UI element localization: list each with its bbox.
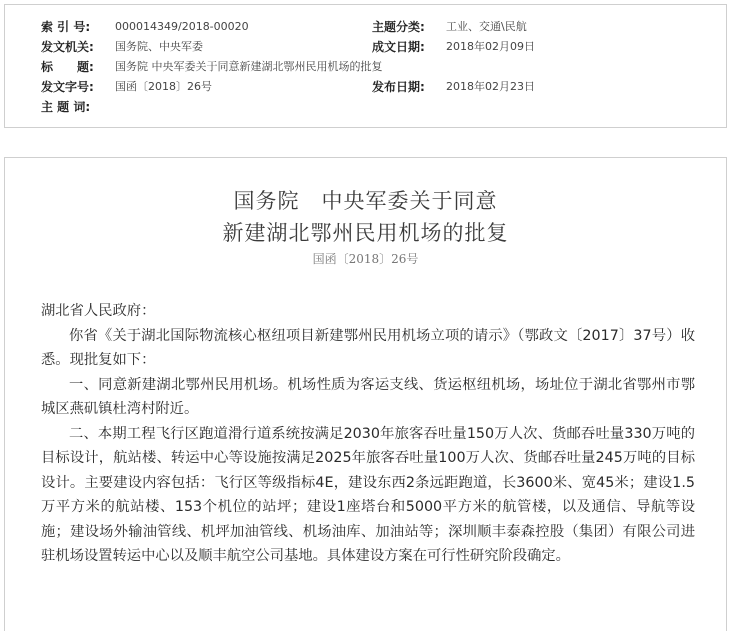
date-created-label: 成文日期: <box>372 40 425 54</box>
document-body <box>41 299 695 569</box>
paragraph-intro: 你省《关于湖北国际物流核心枢纽项目新建鄂州民用机场立项的请示》（鄂政文〔2017〕37号）收悉。现批复如下： <box>41 327 695 368</box>
index-value: 000014349/2018-00020 <box>115 20 249 33</box>
document-title-line2: 新建湖北鄂州民用机场的批复 <box>222 221 509 245</box>
doc-number-label: 发文字号: <box>41 80 94 94</box>
category-label: 主题分类: <box>372 20 425 34</box>
document-panel <box>4 157 727 631</box>
title-label: 标 题: <box>41 60 94 74</box>
metadata-panel <box>4 4 727 128</box>
date-created-value: 2018年02月09日 <box>446 40 535 53</box>
paragraph-2: 二、本期工程飞行区跑道滑行道系统按满足2030年旅客吞吐量150万人次、货邮吞吐量330万吨的目标设计，航站楼、转运中心等设施按满足2025年旅客吞吐量100万人次、货邮吞吐量245万吨的目标设计。主要建设内容包括：飞行区等级指标4E，建设东西2条远距跑道，长3600米、宽45米；建设1.5万平方米的航站楼、153个机位的站坪；建设1座塔台和5000平方米的航管楼，以及通信、导航等设施；建设场外输油管线、机坪加油管线、机场油库、加油站等；深圳顺丰泰森控股（集团）有限公司进驻机场设置转运中心以及顺丰航空公司基地。具体建设方案在可行性研究阶段确定。 <box>41 425 695 564</box>
meta-row-title <box>5 57 725 77</box>
issuer-value: 国务院、中央军委 <box>115 40 203 53</box>
title-value: 国务院 中央军委关于同意新建湖北鄂州民用机场的批复 <box>115 60 383 73</box>
keywords-label: 主 题 词: <box>41 100 91 114</box>
paragraph-1: 一、同意新建湖北鄂州民用机场。机场性质为客运支线、货运枢纽机场，场址位于湖北省鄂州市鄂城区燕矶镇杜湾村附近。 <box>41 376 695 417</box>
salutation: 湖北省人民政府： <box>41 303 156 319</box>
meta-row-doc-number <box>5 77 725 97</box>
meta-row-keywords <box>5 97 725 117</box>
publish-date-value: 2018年02月23日 <box>446 80 535 93</box>
doc-number-value: 国函〔2018〕26号 <box>115 80 212 93</box>
document-number: 国函〔2018〕26号 <box>312 252 419 266</box>
meta-row-issuer <box>5 37 725 57</box>
category-value: 工业、交通\民航 <box>446 20 527 33</box>
index-label: 索 引 号: <box>41 20 91 34</box>
document-title-line1: 国务院 中央军委关于同意 <box>233 189 498 213</box>
meta-row-index <box>5 17 725 37</box>
publish-date-label: 发布日期: <box>372 80 425 94</box>
issuer-label: 发文机关: <box>41 40 94 54</box>
